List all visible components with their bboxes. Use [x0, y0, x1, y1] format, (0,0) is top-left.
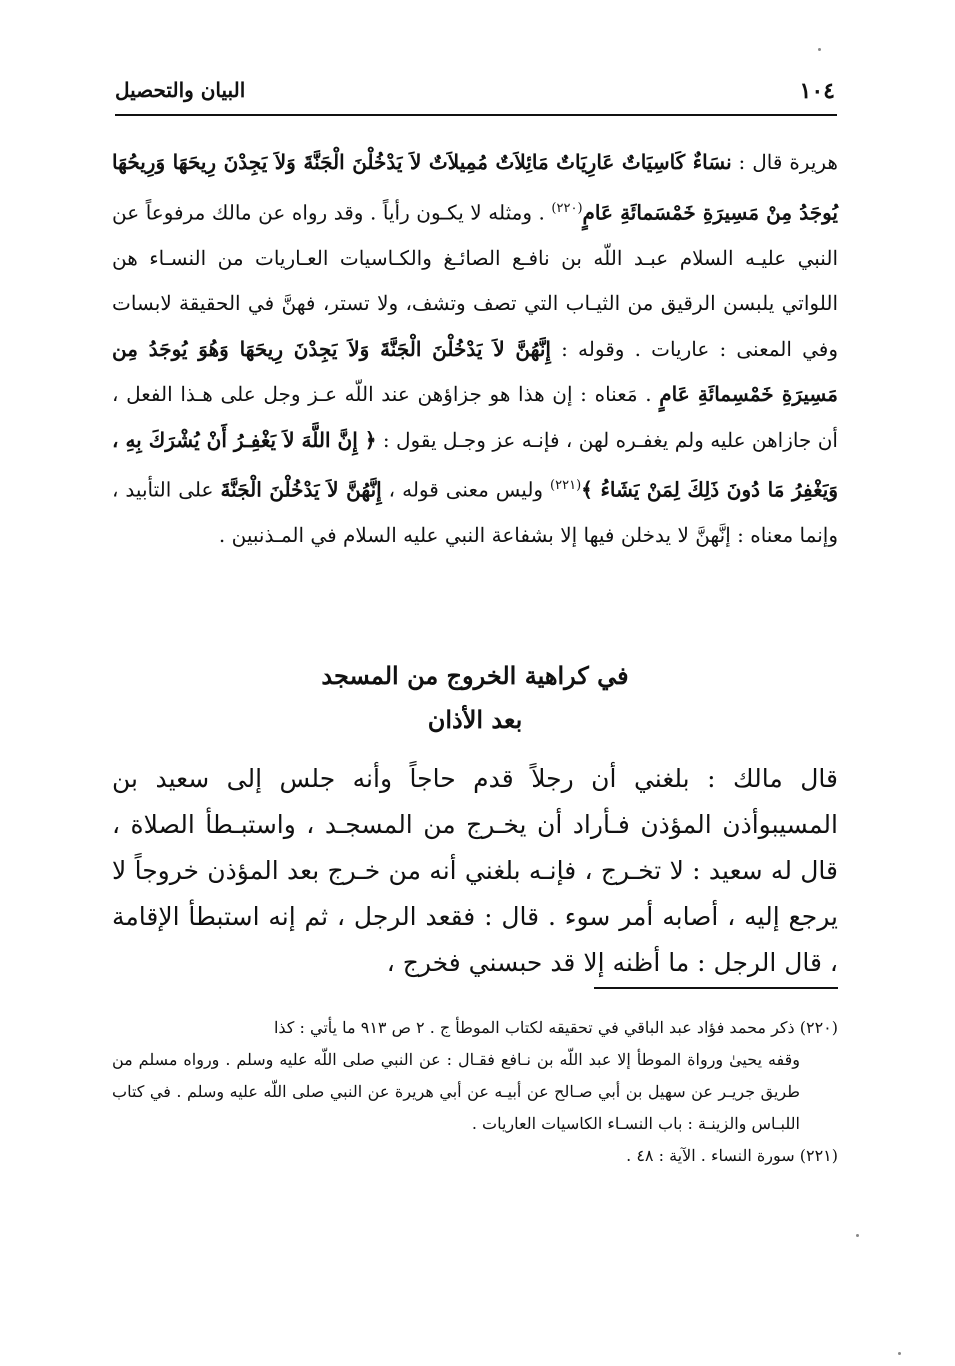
hadith-quote-2: إِنَّهُنَّ لاَ يَدْخُلْنَ الْجَنَّةَ وَلاَ يَجِدْنَ رِيحَهَا وَهُوَ يُوجَدُ مِن مَسِيرَةِ خَمْسِمائَةِ عَامٍ: [112, 336, 838, 407]
header-rule: [115, 114, 837, 116]
footnote-rule: [594, 987, 838, 989]
footnote-text: ذكر محمد فؤاد عبد الباقي في تحقيقه لكتاب الموطأ ج . ٢ ص ٩١٣ ما يأتي : كذا: [273, 1018, 800, 1037]
footnote-220: [112, 1012, 838, 1140]
body-section-2: [112, 756, 838, 986]
text-run: هريرة قال :: [731, 150, 838, 174]
footnote-number: (٢٢١): [799, 1146, 838, 1165]
section-heading: في كراهية الخروج من المسجد: [321, 661, 629, 690]
text-run: . مَعناه : إن هذا هو جزاؤهن عند اللّه عـز وجل على هـذا الفعل ، أن جازاهن عليه ولم يغفـره لهن ، فإنـه عز وجـل يقول :: [112, 382, 838, 452]
paragraph-1: [112, 140, 838, 559]
hadith-quote-3: إِنَّهُنَّ لاَ يَدْخُلْنَ الْجَنَّةَ: [220, 477, 382, 502]
text-run: على التأبيد ، وإنما معناه : إنَّهنَّ لا يدخلن فيها إلا بشفاعة النبي عليه السلام في المـذنبين .: [112, 477, 838, 548]
page-header: [115, 78, 835, 112]
text-run: وليس معنى قوله ،: [381, 477, 551, 502]
scan-speck: [898, 1352, 901, 1355]
footnote-text-continued: وقفه يحيىٰ ورواة الموطأ إلا عبد اللّه بن نـافع فقـال : عن النبي صلى اللّه عليه وسلم . ورواه مسلم من طريق جريـر عن سهيل بن أبي صـالح عن أبيـه عن أبي هريرة عن النبي صلى اللّه عليه وسلم . في كتاب اللبـاس والزينـة : باب النسـاء الكاسيات العاريات .: [112, 1050, 801, 1133]
footnote-number: (٢٢٠): [799, 1018, 838, 1037]
footnote-text: سورة النساء . الآية : ٤٨ .: [626, 1146, 800, 1165]
page-number: ١٠٤: [799, 78, 835, 104]
footnote-221: [112, 1140, 838, 1172]
footnote-ref-221[interactable]: (٢٢١): [550, 478, 582, 494]
scan-speck: [856, 1234, 859, 1237]
running-title: البيان والتحصيل: [115, 78, 246, 102]
section-subheading: بعد الأذان: [427, 705, 523, 734]
body-section-1: [112, 140, 838, 559]
footnotes: [112, 1012, 838, 1172]
paragraph-2: قال مالك : بلغني أن رجلاً قدم حاجاً وأنه جلس إلى سعيد بن المسيبوأذن المؤذن فـأراد أن يخـرج من المسجـد ، واستبـطأ الصلاة ، قال له سعيد : لا تخـرج ، فإنـه بلغني أنه من خـرج بعد المؤذن خروجاً لا يرجع إليه ، أصابه أمر سوء . قال : فقعد الرجل ، ثم إنه استبطأ الإقامة ، قال الرجل : ما أظنه إلا قد حبسني فخرج ،: [112, 764, 838, 977]
quran-quote: ﴿ إِنَّ اللَّهَ لاَ يَغْفِـرُ أَنْ يُشْرَكَ بِهِ ، وَيَغْفِرُ مَا دُونَ ذَلِكَ لِمَنْ يَشَاءُ ﴾: [112, 427, 838, 502]
text-run: . ومثله لا يكـون رأياً . وقد رواه عن مالك مرفوعاً عن النبي عليـه السلام عبـد اللّه بن نافـع الصائـغ والكـاسيات العـاريات من النسـاء هن اللواتي يلبسن الرقيق من الثيـاب التي تصف وتشف، ولا تستر، فهنَّ في الحقيقة لابسات وفي المعنى : عاريات . وقوله :: [112, 200, 838, 361]
footnote-ref-220[interactable]: (٢٢٠): [551, 200, 583, 216]
scan-speck: [818, 48, 821, 51]
hadith-quote: نسَاءٌ كَاسِيَاتٌ عَارِيَاتٌ مَائِلاَتٌ مُمِيلاَتٌ لاَ يَدْخُلْنَ الْجَنَّةَ وَلاَ يَجِدْنَ رِيحَهَا وَرِيحُهَا يُوجَدُ مِنْ مَسِيرَةِ خَمْسَمائَةِ عَامٍ: [112, 150, 838, 225]
